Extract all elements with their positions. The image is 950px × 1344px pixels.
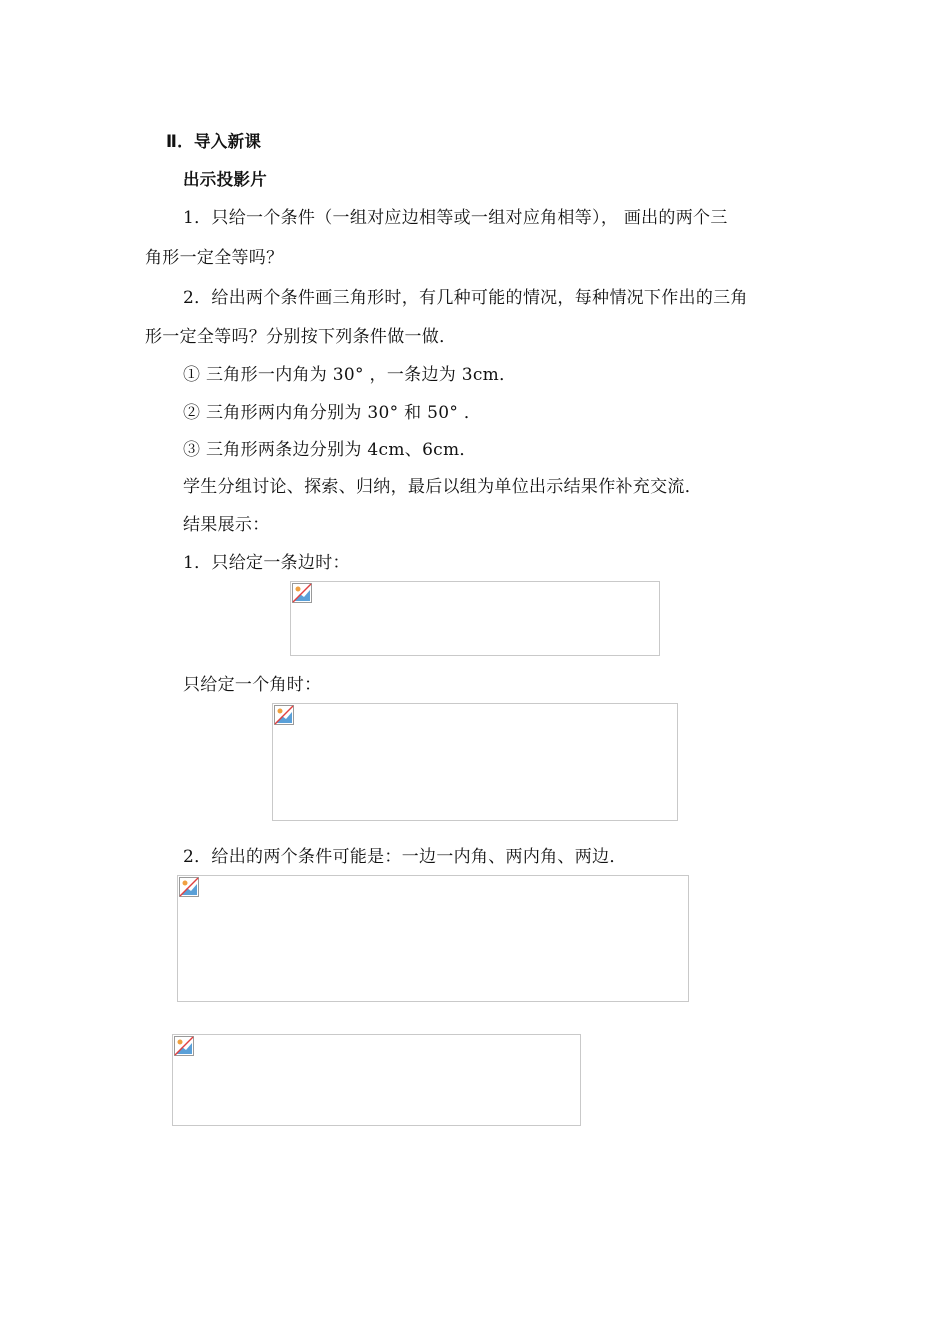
- result-1b-label: 只给定一个角时：: [183, 675, 322, 695]
- result-1-label: 1．只给定一条边时：: [183, 553, 350, 573]
- discussion-text: 学生分组讨论、探索、归纳，最后以组为单位出示结果作补充交流．: [183, 477, 702, 497]
- question-2-line-2: 形一定全等吗？分别按下列条件做一做．: [145, 327, 457, 347]
- figure-one-angle: [272, 703, 678, 821]
- figure-two-conditions-a: [177, 875, 689, 1002]
- condition-3: ③ 三角形两条边分别为 4cm、6cm．: [183, 440, 477, 460]
- condition-2: ② 三角形两内角分别为 30° 和 50° ．: [183, 403, 482, 423]
- result-2-label: 2．给出的两个条件可能是：一边一内角、两内角、两边．: [183, 847, 627, 867]
- figure-two-conditions-b: [172, 1034, 581, 1126]
- question-1-line-1: 1．只给一个条件（一组对应边相等或一组对应角相等）， 画出的两个三: [183, 208, 728, 228]
- subheading: 出示投影片: [183, 170, 267, 189]
- question-1-line-2: 角形一定全等吗？: [145, 248, 284, 268]
- section-heading: Ⅱ．导入新课: [166, 132, 262, 151]
- condition-1: ① 三角形一内角为 30° ，一条边为 3cm．: [183, 365, 517, 385]
- broken-image-icon: [179, 877, 199, 897]
- broken-image-icon: [292, 583, 312, 603]
- results-label: 结果展示：: [183, 515, 270, 535]
- figure-one-side: [290, 581, 660, 656]
- question-2-line-1: 2．给出两个条件画三角形时，有几种可能的情况，每种情况下作出的三角: [183, 288, 748, 308]
- broken-image-icon: [174, 1036, 194, 1056]
- broken-image-icon: [274, 705, 294, 725]
